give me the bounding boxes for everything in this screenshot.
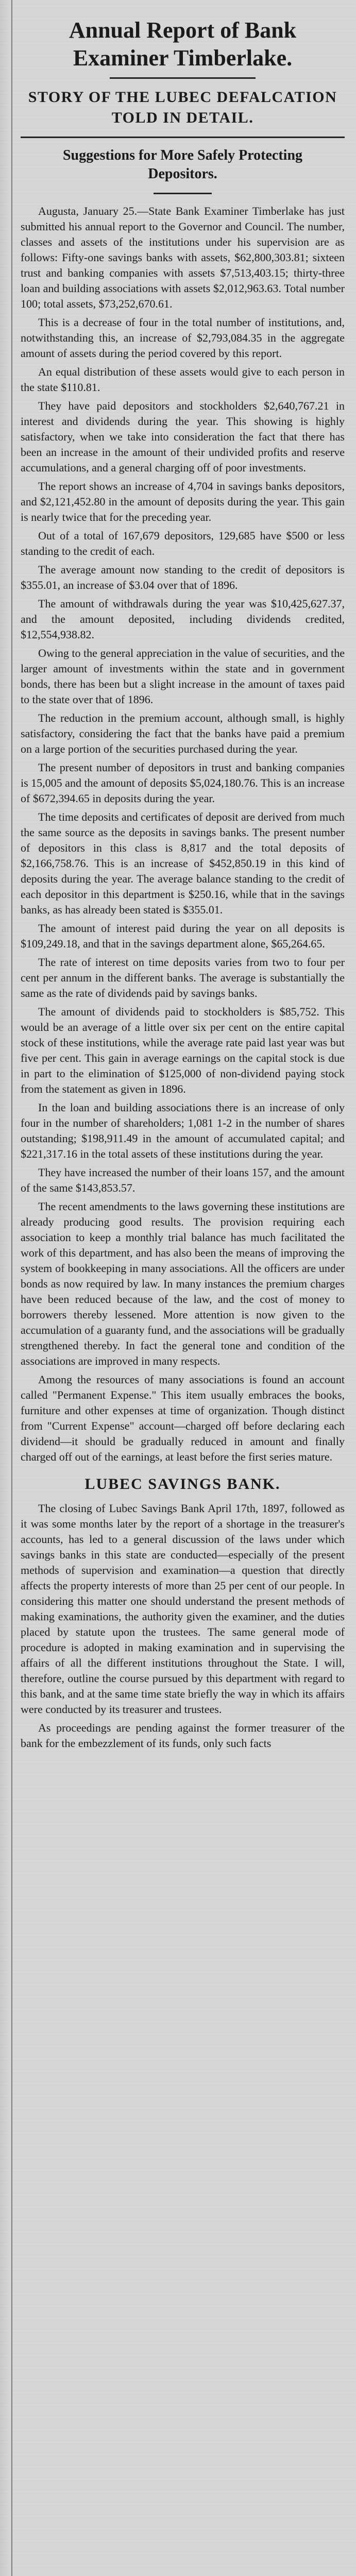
column-rule bbox=[11, 0, 12, 2576]
report-paragraph-15: The amount of dividends paid to stockholders is $85,752. This would be an average of a little over six per cent on the entire capital stock of these institutions, while the average rate paid last year was but five per cent. This gain in average earnings on the capital stock is due in part to the elimination of $125,000 of non-dividend paying stock from the statement as given in 1896. bbox=[21, 1005, 345, 1095]
subhead-divider bbox=[21, 137, 345, 138]
report-paragraph-2: This is a decrease of four in the total number of institutions, and, notwithstanding this, an increase of $2,793,084.35 in the aggregate amount of assets during the period covered by this report. bbox=[21, 316, 345, 360]
report-paragraph-16: In the loan and building associations there is an increase of only four in the number of shareholders; 1,081 1-2 in the number of shares outstanding; $198,911.49 in the amount of accumulated capital; and $221,317.16 in the total assets of these institutions during the year. bbox=[21, 1101, 345, 1160]
deck-divider bbox=[154, 193, 212, 194]
article-body-part2 bbox=[21, 1501, 345, 1751]
report-paragraph-10: The reduction in the premium account, although small, is highly satisfactory, considering the fact that the banks have paid a premium on a large portion of the securities purchased during the year. bbox=[21, 711, 345, 755]
report-paragraph-14: The rate of interest on time deposits varies from two to four per cent per annum in the different banks. The average is substantially the same as the rate of dividends paid by savings banks. bbox=[21, 956, 345, 999]
article-headline: Annual Report of Bank Examiner Timberlake. bbox=[69, 18, 297, 71]
report-paragraph-19: Among the resources of many associations is found an account called "Permanent Expense." This item usually embraces the books, furniture and other expenses at time of organization. Though distinct from "Current Expense" account—charged off before declaring each dividend—it should be gradually reduced in amount and finally charged off out of the earnings, at least before the first series mature. bbox=[21, 1373, 345, 1463]
report-paragraph-1: Augusta, January 25.—State Bank Examiner Timberlake has just submitted his annual report to the Governor and Council. The number, classes and assets of the institutions under his supervision are as follows: Fifty-one savings banks with assets, $62,800,303.81; sixteen trust and banking companies with assets $7,513,403.15; thirty-three loan and building associations with assets $2,012,963.63. Total number 100; total assets, $73,252,670.61. bbox=[21, 205, 345, 310]
report-paragraph-6: Out of a total of 167,679 depositors, 129,685 have $500 or less standing to the credit of each. bbox=[21, 529, 345, 557]
report-paragraph-9: Owing to the general appreciation in the value of securities, and the larger amount of investments within the state and in government bonds, there has been but a slight increase in the amount of taxes paid to the state over that of 1896. bbox=[21, 647, 345, 706]
report-paragraph-8: The amount of withdrawals during the year was $10,425,627.37, and the amount deposited, including dividends credited, $12,554,938.82. bbox=[21, 597, 345, 641]
report-paragraph-17: They have increased the number of their loans 157, and the amount of the same $143,853.57. bbox=[21, 1166, 345, 1194]
lubec-paragraph-1: The closing of Lubec Savings Bank April 17th, 1897, followed as it was some months later by the report of a shortage in the treasurer's accounts, has led to a general discussion of the laws under which savings banks in this state are conducted—especially of the present methods of supervision and examination—a question that directly affects the property interests of more than 25 per cent of our people. In considering this matter one should understand the present methods of making examinations, the authority given the examiner, and the duties placed by statute upon the trustees. The same general mode of procedure is adopted in making examination and in supervising the affairs of all the different institutions throughout the State. I will, therefore, outline the course pursued by this department with regard to this bank, and at the same time state briefly the way in which its affairs were conducted by its treasurer and trustees. bbox=[21, 1502, 345, 1716]
report-paragraph-4: They have paid depositors and stockholders $2,640,767.21 in interest and dividends during the year. This showing is highly satisfactory, when we take into consideration the fact that there has been an increase in the amount of their undivided profits and reserve accumulations, and a general charging off of poor investments. bbox=[21, 399, 345, 474]
article-deck: Suggestions for More Safely Protecting Depositors. bbox=[62, 147, 303, 182]
report-paragraph-3: An equal distribution of these assets would give to each person in the state $110.81. bbox=[21, 365, 345, 394]
lubec-paragraph-2: As proceedings are pending against the former treasurer of the bank for the embezzlement of its funds, only such facts bbox=[21, 1721, 345, 1750]
report-paragraph-12: The time deposits and certificates of deposit are derived from much the same source as the deposits in savings banks. The present number of depositors in this class is 8,817 and the total deposits of $2,166,758.76. This is an increase of $452,850.19 in this kind of deposits during the year. The average balance standing to the credit of each depositor in this department is $250.16, while that in the savings banks, as has already been stated is $355.01. bbox=[21, 810, 345, 916]
headline-divider bbox=[110, 77, 256, 79]
article-body-part1 bbox=[21, 204, 345, 1465]
report-paragraph-13: The amount of interest paid during the year on all deposits is $109,249.18, and that in the savings department alone, $65,264.65. bbox=[21, 922, 345, 950]
report-paragraph-11: The present number of depositors in trust and banking companies is 15,005 and the amount of deposits $5,024,180.76. This is an increase of $672,394.65 in deposits during the year. bbox=[21, 761, 345, 805]
section-heading-lubec: LUBEC SAVINGS BANK. bbox=[84, 1476, 281, 1493]
article-subhead: STORY OF THE LUBEC DEFALCATION TOLD IN DETAIL. bbox=[28, 89, 337, 126]
report-paragraph-7: The average amount now standing to the credit of depositors is $355.01, an increase of $3.04 over that of 1896. bbox=[21, 563, 345, 591]
report-paragraph-18: The recent amendments to the laws governing these institutions are already producing good results. The provision requiring each association to keep a monthly trial balance has much facilitated the work of this department, and has also been the means of improving the system of bookkeeping in many associations. All the officers are under bonds as now required by law. In many instances the premium charges have been reduced because of the law, and the cost of money to borrowers thereby lessened. More attention is now given to the accumulation of a guaranty fund, and the associations will be gradually strengthened thereby. In fact the general tone and condition of the associations are improved in many respects. bbox=[21, 1200, 345, 1367]
report-paragraph-5: The report shows an increase of 4,704 in savings banks depositors, and $2,121,452.80 in the amount of deposits during the year. This gain is nearly twice that for the preceding year. bbox=[21, 480, 345, 523]
